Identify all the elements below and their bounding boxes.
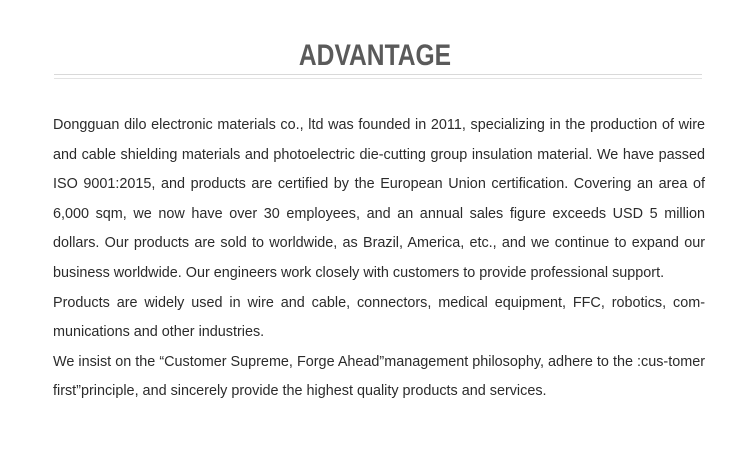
- title-divider-bottom: [54, 78, 702, 79]
- title-divider-top: [54, 74, 702, 75]
- page-title: ADVANTAGE: [298, 39, 452, 72]
- paragraph-philosophy: We insist on the “Customer Supreme, Forge Ahead”management philosophy, adhere to the :cus-tomer first”principle, and sincerely provide the highest quality products and services.: [53, 353, 705, 400]
- company-description: [53, 111, 705, 407]
- paragraph-company-overview: Dongguan dilo electronic materials co., ltd was founded in 2011, specializing in the production of wire and cable shielding materials and photoelectric die-cutting group insulation material. We have passed ISO 9001:2015, and products are certified by the European Union certification. Covering an area of 6,000 sqm, we now have over 30 employees, and an annual sales figure exceeds USD 5 million dollars. Our products are sold to worldwide, as Brazil, America, etc., and we continue to expand our business worldwide. Our engineers work closely with customers to provide professional support.: [53, 117, 705, 281]
- paragraph-applications: Products are widely used in wire and cable, connectors, medical equipment, FFC, robotics, com-munications and other industries.: [53, 294, 705, 341]
